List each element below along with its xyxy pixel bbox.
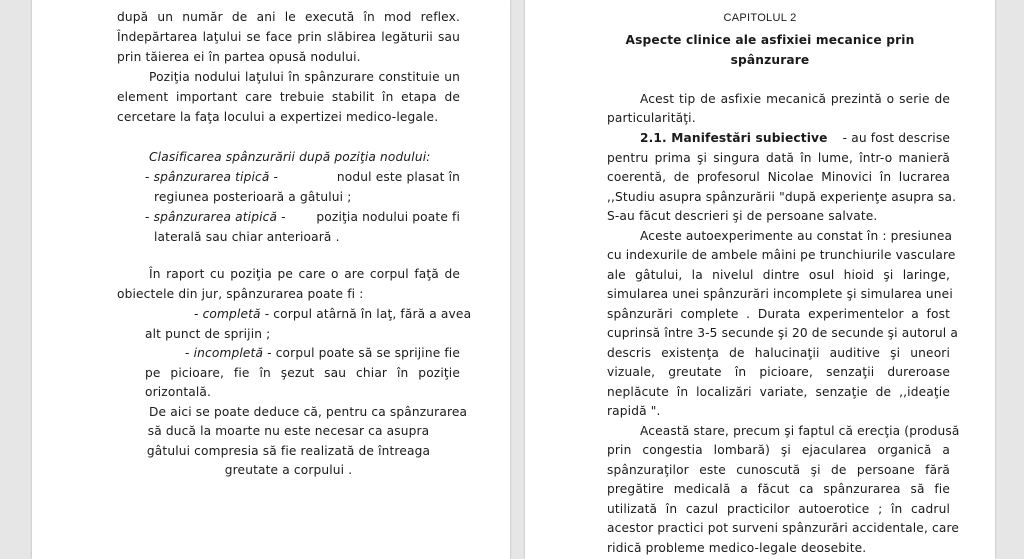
text-line: prin congestia lombară) şi ejacularea organică a (607, 443, 950, 457)
text-line: cuprinsă între 3-5 secunde şi 20 de secunde şi autorul a (607, 326, 958, 340)
list-item-complete: - completă - corpul atârnă în laţ, fără a avea (194, 307, 472, 321)
text-line: orizontală. (145, 385, 212, 399)
text-segment: - au fost descrise (842, 131, 950, 145)
text-line: regiunea posterioară a gâtului ; (154, 190, 352, 204)
subheading-line (640, 128, 950, 148)
text-line: coerentă, de profesorul Nicolae Minovici în lucrarea (607, 170, 950, 184)
text-segment: corpul poate să se sprijine fie (275, 346, 460, 360)
text-line: după un număr de ani le execută în mod reflex. (117, 10, 460, 24)
list-item-typical: - spânzurarea tipică - nodul este plasat în (145, 167, 460, 187)
text-line: Poziţia nodului laţului în spânzurare constituie un (149, 70, 460, 84)
italic-term: completă (202, 307, 261, 321)
text-line: prin tăierea ei în partea opusă nodului. (117, 50, 361, 64)
document-page-right (525, 0, 995, 559)
text-line: De aici se poate deduce că, pentru ca spânzurarea (149, 405, 468, 419)
list-item-incomplete: - incompletă - corpul poate să se sprijine fie (185, 346, 460, 360)
italic-term: spânzurarea atipică (153, 210, 278, 224)
chapter-title-cont: spânzurare (730, 53, 810, 67)
text-line: particularităţi. (607, 111, 696, 125)
text-line: spânzurări complete . Durata experimentelor a fost (607, 307, 950, 321)
text-line: Îndepărtarea laţului se face prin slăbirea legăturii sau (117, 30, 460, 44)
text-line: gâtului compresia să fie realizată de întreaga (146, 444, 431, 458)
list-item-atypical: - spânzurarea atipică - poziţia nodului poate fi (145, 207, 460, 227)
text-line: să ducă la moarte nu este necesar ca asupra (147, 424, 430, 438)
text-segment: nodul este plasat în (336, 170, 460, 184)
text-segment: corpul atârnă în laţ, fără a avea (273, 307, 472, 321)
text-line: alt punct de sprijin ; (145, 327, 271, 341)
text-line: ridică probleme medico-legale deosebite. (607, 541, 867, 555)
text-line: obiectele din jur, spânzurarea poate fi : (117, 287, 364, 301)
text-line: Acest tip de asfixie mecanică prezintă o serie de (640, 92, 950, 106)
chapter-title: Aspecte clinice ale asfixiei mecanice prin (625, 33, 915, 47)
text-line: element important care trebuie stabilit în etapa de (117, 90, 460, 104)
text-line: pe picioare, fie în şezut sau chiar în poziţie (145, 366, 460, 380)
italic-term: incompletă (193, 346, 264, 360)
classification-heading: Clasificarea spânzurării după poziţia nodului: (149, 150, 431, 164)
text-line: simularea unei spânzurări incomplete şi simularea unei (607, 287, 953, 301)
text-line: cercetare la faţa locului a expertizei medico-legale. (117, 110, 439, 124)
text-line: descris existenţa de halucinaţii auditive şi uneori (607, 346, 950, 360)
text-line: ale gâtului, la nivelul dintre osul hioid şi laringe, (607, 268, 950, 282)
text-line: În raport cu poziţia pe care o are corpul faţă de (149, 267, 460, 281)
text-line: ,,Studiu asupra spânzurării "după experienţe asupra sa. (607, 190, 957, 204)
text-line: pentru prima şi singura dată în lume, într-o manieră (607, 151, 950, 165)
text-line: neplăcute în localizări variate, senzaţie de ,,ideaţie (607, 385, 950, 399)
text-line: cu indexurile de ambele mâini pe trunchiurile vasculare (607, 248, 956, 262)
document-page-left (32, 0, 510, 559)
text-line: rapidă ". (607, 404, 661, 418)
text-segment: poziţia nodului poate fi (316, 210, 460, 224)
text-line: pregătire medicală a făcut ca spânzurarea să fie (607, 482, 950, 496)
text-line: Această stare, precum şi faptul că erecţia (produsă (640, 424, 960, 438)
text-line: vizuale, greutate în picioare, senzaţii dureroase (607, 365, 950, 379)
text-line: acestor practici pot surveni spânzurări accidentale, care (607, 521, 960, 535)
section-subheading: 2.1. Manifestări subiective (640, 131, 828, 145)
text-line: laterală sau chiar anterioară . (154, 230, 340, 244)
chapter-label: CAPITOLUL 2 (723, 12, 797, 24)
italic-term: spânzurarea tipică (153, 170, 270, 184)
text-line: greutate a corpului . (224, 463, 353, 477)
text-line: S-au făcut descrieri şi de persoane salvate. (607, 209, 878, 223)
text-line: utilizată în cazul practicilor autoerotice ; în cadrul (607, 502, 950, 516)
text-line: Aceste autoexperimente au constat în : presiunea (640, 229, 953, 243)
text-line: spânzuraţilor este cunoscută şi de persoane fără (607, 463, 950, 477)
